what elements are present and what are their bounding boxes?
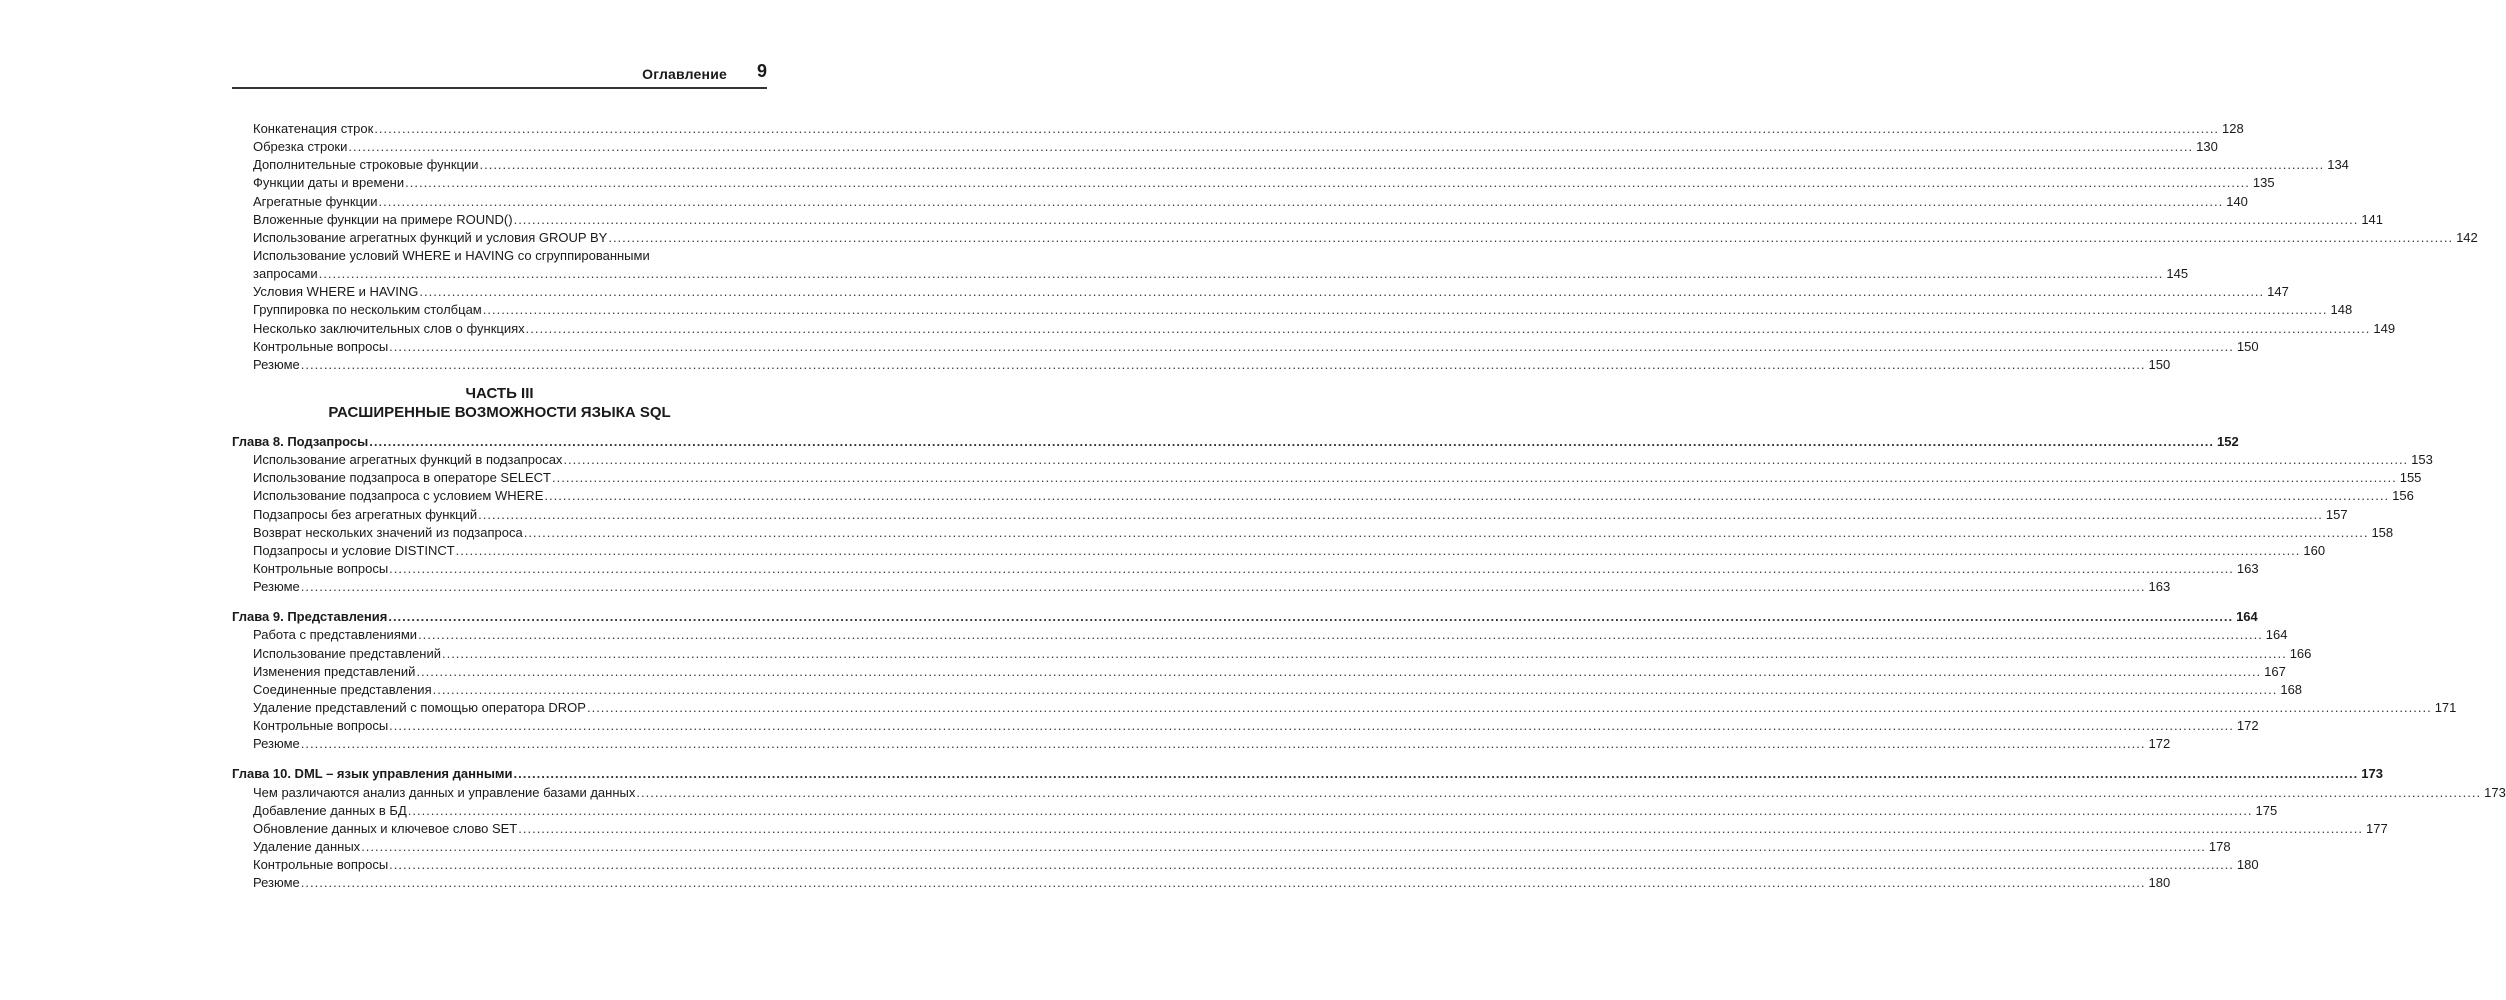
toc-entry-page: 149 <box>2373 320 2396 336</box>
toc-entry-page: 155 <box>2399 470 2422 486</box>
toc-entry[interactable] <box>232 156 2349 174</box>
toc-entry[interactable] <box>232 301 2353 319</box>
page-number: 9 <box>756 61 767 81</box>
toc-entry-title: запросами <box>253 266 318 282</box>
dot-leader: ................................................................................................................................................................................................................................................................................................................................................................................................................ <box>432 681 2278 697</box>
toc-entry-page: 177 <box>2365 820 2388 836</box>
dot-leader: ................................................................................................................................................................................................................................................................................................................................................................................................................ <box>455 542 2301 558</box>
toc-entry-page: 164 <box>2265 627 2288 643</box>
toc-entry-page: 167 <box>2264 663 2286 679</box>
toc-entry[interactable] <box>232 356 2171 374</box>
toc-entry-page: 147 <box>2267 284 2289 300</box>
dot-leader: ................................................................................................................................................................................................................................................................................................................................................................................................................ <box>513 211 2359 227</box>
table-of-contents <box>232 120 2506 892</box>
toc-entry[interactable] <box>232 320 2396 338</box>
toc-entry-title-line1: Использование условий WHERE и HAVING со сгруппированными <box>253 247 650 263</box>
toc-entry-page: 153 <box>2411 452 2433 468</box>
toc-entry[interactable] <box>232 283 2289 301</box>
dot-leader: ................................................................................................................................................................................................................................................................................................................................................................................................................ <box>378 193 2224 209</box>
dot-leader: ................................................................................................................................................................................................................................................................................................................................................................................................................ <box>608 229 2454 245</box>
toc-entry[interactable] <box>232 578 2171 596</box>
toc-entry-page: 166 <box>2289 645 2312 661</box>
chapter-heading[interactable] <box>232 433 2239 451</box>
dot-leader: ................................................................................................................................................................................................................................................................................................................................................................................................................ <box>636 784 2482 800</box>
toc-entry-title: Использование агрегатных функций в подзапросах <box>253 452 563 468</box>
toc-entry-page: 175 <box>2255 802 2278 818</box>
toc-entry[interactable] <box>232 820 2388 838</box>
toc-entry[interactable] <box>232 469 2422 487</box>
toc-entry-page: 128 <box>2222 121 2244 136</box>
chapter-heading-page: 173 <box>2361 766 2383 782</box>
dot-leader: ................................................................................................................................................................................................................................................................................................................................................................................................................ <box>407 802 2253 818</box>
toc-entry-title: Работа с представлениями <box>253 627 418 643</box>
toc-entry[interactable] <box>232 699 2457 717</box>
toc-entry[interactable] <box>232 265 2189 283</box>
toc-entry-page: 156 <box>2392 488 2414 504</box>
chapter-heading-title: Глава 8. Подзапросы <box>232 433 369 449</box>
chapter-heading-page: 164 <box>2236 609 2258 625</box>
toc-entry-title: Контрольные вопросы <box>253 718 389 734</box>
dot-leader: ................................................................................................................................................................................................................................................................................................................................................................................................................ <box>389 560 2234 576</box>
chapter-list <box>232 433 2506 892</box>
toc-entry-title: Использование подзапроса с условием WHERE <box>253 488 544 504</box>
toc-entry-page: 163 <box>2236 560 2259 576</box>
toc-entry-page: 150 <box>2236 338 2259 354</box>
part-title: РАСШИРЕННЫЕ ВОЗМОЖНОСТИ ЯЗЫКА SQL <box>328 403 671 421</box>
toc-entry-page: 142 <box>2456 229 2478 245</box>
toc-entry-page: 158 <box>2371 524 2394 540</box>
header-rule <box>232 87 767 89</box>
toc-entry-title: Дополнительные строковые функции <box>253 157 479 173</box>
toc-entry-title: Функции даты и времени <box>253 175 405 191</box>
dot-leader: ................................................................................................................................................................................................................................................................................................................................................................................................................ <box>478 506 2323 522</box>
toc-entry[interactable] <box>232 626 2288 644</box>
toc-entry-title: Обрезка строки <box>253 139 348 155</box>
toc-entry-page: 160 <box>2303 542 2326 558</box>
toc-entry[interactable] <box>232 681 2303 699</box>
toc-entry-title: Резюме <box>253 579 300 595</box>
dot-leader: ................................................................................................................................................................................................................................................................................................................................................................................................................ <box>479 157 2325 173</box>
dot-leader: ................................................................................................................................................................................................................................................................................................................................................................................................................ <box>361 838 2206 854</box>
dot-leader: ................................................................................................................................................................................................................................................................................................................................................................................................................ <box>300 736 2146 752</box>
running-header <box>232 60 767 86</box>
toc-entry-title: Добавление данных в БД <box>253 802 407 818</box>
toc-entry-title: Подзапросы и условие DISTINCT <box>253 542 455 558</box>
toc-entry[interactable] <box>232 542 2326 560</box>
dot-leader: ................................................................................................................................................................................................................................................................................................................................................................................................................ <box>551 470 2397 486</box>
dot-leader: ................................................................................................................................................................................................................................................................................................................................................................................................................ <box>300 875 2146 891</box>
toc-entry-page: 172 <box>2236 718 2259 734</box>
toc-entry-title: Чем различаются анализ данных и управление базами данных <box>253 784 636 800</box>
toc-entry-page: 157 <box>2325 506 2348 522</box>
toc-entry[interactable] <box>232 838 2231 856</box>
toc-entry[interactable] <box>232 874 2171 892</box>
toc-entry[interactable] <box>232 338 2259 356</box>
dot-leader: ................................................................................................................................................................................................................................................................................................................................................................................................................ <box>300 356 2146 372</box>
toc-entry-title: Возврат нескольких значений из подзапроса <box>253 524 523 540</box>
toc-entry[interactable] <box>232 735 2171 753</box>
toc-entry-title: Обновление данных и ключевое слово SET <box>253 820 518 836</box>
toc-entry-title: Изменения представлений <box>253 663 416 679</box>
dot-leader: ................................................................................................................................................................................................................................................................................................................................................................................................................ <box>405 175 2250 191</box>
dot-leader: ................................................................................................................................................................................................................................................................................................................................................................................................................ <box>300 579 2146 595</box>
dot-leader: ................................................................................................................................................................................................................................................................................................................................................................................................................ <box>348 139 2194 155</box>
toc-entry-page: 141 <box>2361 211 2384 227</box>
toc-entry-page: 168 <box>2280 681 2303 697</box>
dot-leader: ................................................................................................................................................................................................................................................................................................................................................................................................................ <box>389 857 2234 873</box>
dot-leader: ................................................................................................................................................................................................................................................................................................................................................................................................................ <box>525 320 2371 336</box>
toc-entry[interactable] <box>232 802 2278 820</box>
dot-leader: ................................................................................................................................................................................................................................................................................................................................................................................................................ <box>389 718 2234 734</box>
dot-leader: ................................................................................................................................................................................................................................................................................................................................................................................................................ <box>544 488 2390 504</box>
toc-entry[interactable] <box>232 138 2218 156</box>
part-label: ЧАСТЬ III <box>465 384 534 402</box>
toc-entry-title: Использование представлений <box>253 645 441 661</box>
toc-entry-title: Группировка по нескольким столбцам <box>253 302 482 318</box>
toc-entry[interactable] <box>232 451 2433 469</box>
toc-entry-page: 145 <box>2166 266 2189 282</box>
toc-entry-page: 135 <box>2252 175 2275 191</box>
chapter-block <box>232 433 2433 596</box>
leading-entries <box>232 120 2478 374</box>
toc-entry[interactable] <box>232 229 2478 247</box>
dot-leader: ................................................................................................................................................................................................................................................................................................................................................................................................................ <box>416 663 2262 679</box>
part-heading <box>232 384 767 422</box>
dot-leader: ................................................................................................................................................................................................................................................................................................................................................................................................................ <box>563 452 2409 468</box>
toc-entry-page: 163 <box>2148 579 2171 595</box>
toc-entry-page: 171 <box>2434 699 2457 715</box>
toc-entry[interactable] <box>232 174 2275 192</box>
chapter-heading-page: 152 <box>2217 433 2239 449</box>
toc-entry-page: 178 <box>2208 838 2231 854</box>
toc-entry-page: 150 <box>2148 356 2171 372</box>
toc-entry-title: Использование подзапроса в операторе SELECT <box>253 470 551 486</box>
dot-leader: ................................................................................................................................................................................................................................................................................................................................................................................................................ <box>419 284 2265 300</box>
toc-entry[interactable] <box>232 193 2248 211</box>
dot-leader: ................................................................................................................................................................................................................................................................................................................................................................................................................ <box>318 266 2164 282</box>
toc-entry-page: 134 <box>2327 157 2349 173</box>
toc-entry-title: Контрольные вопросы <box>253 857 389 873</box>
toc-entry-title: Резюме <box>253 736 300 752</box>
toc-entry-page: 148 <box>2330 302 2353 318</box>
chapter-heading[interactable] <box>232 608 2258 626</box>
toc-entry[interactable] <box>232 506 2348 524</box>
toc-entry[interactable] <box>232 560 2259 578</box>
chapter-heading[interactable] <box>232 765 2383 783</box>
toc-entry-page: 180 <box>2236 857 2259 873</box>
dot-leader: ................................................................................................................................................................................................................................................................................................................................................................................................................ <box>418 627 2263 643</box>
toc-entry-title: Резюме <box>253 356 300 372</box>
dot-leader: ................................................................................................................................................................................................................................................................................................................................................................................................................ <box>482 302 2328 318</box>
toc-entry-page: 173 <box>2484 784 2506 800</box>
toc-entry-title: Условия WHERE и HAVING <box>253 284 419 300</box>
toc-entry-title: Резюме <box>253 875 300 891</box>
toc-entry[interactable] <box>232 645 2312 663</box>
dot-leader: ................................................................................................................................................................................................................................................................................................................................................................................................................ <box>374 121 2220 136</box>
dot-leader: ................................................................................................................................................................................................................................................................................................................................................................................................................ <box>388 609 2234 625</box>
toc-entry[interactable] <box>232 856 2259 874</box>
dot-leader: ................................................................................................................................................................................................................................................................................................................................................................................................................ <box>389 338 2234 354</box>
dot-leader: ................................................................................................................................................................................................................................................................................................................................................................................................................ <box>518 820 2363 836</box>
chapter-block <box>232 765 2506 892</box>
toc-entry[interactable] <box>232 524 2394 542</box>
toc-entry-title: Агрегатные функции <box>253 193 378 209</box>
chapter-block <box>232 608 2457 753</box>
dot-leader: ................................................................................................................................................................................................................................................................................................................................................................................................................ <box>523 524 2369 540</box>
chapter-heading-title: Глава 10. DML – язык управления данными <box>232 766 513 782</box>
dot-leader: ................................................................................................................................................................................................................................................................................................................................................................................................................ <box>441 645 2287 661</box>
toc-entry-title: Контрольные вопросы <box>253 338 389 354</box>
dot-leader: ................................................................................................................................................................................................................................................................................................................................................................................................................ <box>586 699 2432 715</box>
toc-entry-page: 172 <box>2148 736 2171 752</box>
toc-entry-title: Несколько заключительных слов о функциях <box>253 320 525 336</box>
chapter-heading-title: Глава 9. Представления <box>232 609 388 625</box>
toc-entry-title: Вложенные функции на примере ROUND() <box>253 211 513 227</box>
running-header-title: Оглавление <box>642 66 727 82</box>
toc-entry-page: 140 <box>2226 193 2248 209</box>
toc-entry-title: Удаление представлений с помощью оператора DROP <box>253 699 586 715</box>
toc-entry-title: Контрольные вопросы <box>253 560 389 576</box>
toc-entry[interactable] <box>232 487 2414 505</box>
toc-entry-title: Использование агрегатных функций и условия GROUP BY <box>253 229 608 245</box>
book-page <box>232 0 2506 1000</box>
toc-entry[interactable] <box>232 663 2286 681</box>
toc-entry-page: 180 <box>2148 875 2171 891</box>
toc-entry-title: Соединенные представления <box>253 681 432 697</box>
toc-entry[interactable] <box>232 784 2506 802</box>
toc-entry-page: 130 <box>2196 139 2218 155</box>
toc-entry-title: Удаление данных <box>253 838 361 854</box>
toc-entry[interactable] <box>232 717 2259 735</box>
dot-leader: ................................................................................................................................................................................................................................................................................................................................................................................................................ <box>513 766 2359 782</box>
dot-leader: ................................................................................................................................................................................................................................................................................................................................................................................................................ <box>369 433 2214 449</box>
toc-entry[interactable] <box>232 211 2384 229</box>
toc-entry-title: Подзапросы без агрегатных функций <box>253 506 478 522</box>
toc-entry-title: Конкатенация строк <box>253 121 374 136</box>
toc-entry[interactable] <box>232 120 2244 138</box>
